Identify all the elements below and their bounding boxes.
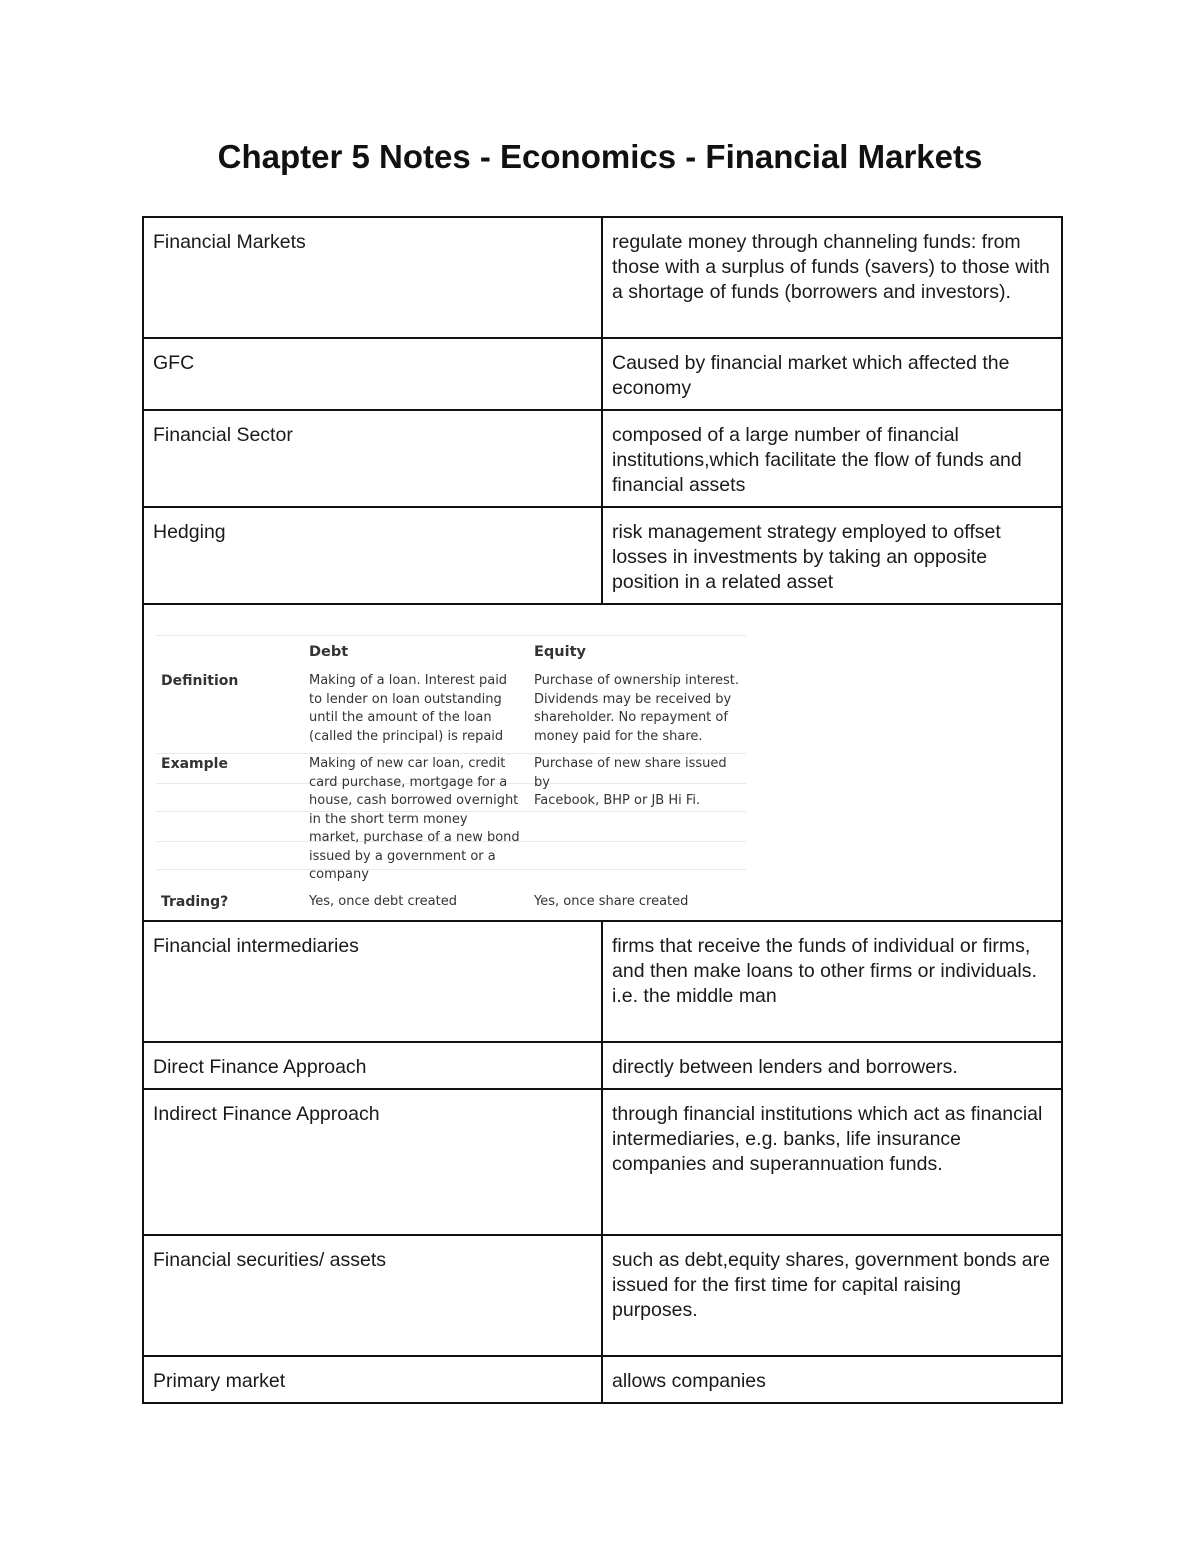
definition-equity-text [534, 672, 739, 746]
table-row [143, 1089, 1062, 1235]
definition-cell: firms that receive the funds of individual or firms, and then make loans to other firms or individuals. i.e. the middle man [602, 921, 1062, 1042]
text-line: Dividends may be received by [534, 691, 732, 707]
trading-equity-text: Yes, once share created [534, 894, 689, 909]
trading-row-label: Trading? [161, 894, 229, 910]
text-line: shareholder. No repayment of [534, 710, 728, 725]
text-line: Making of a loan. Interest paid [309, 673, 508, 688]
definition-cell: risk management strategy employed to offset losses in investments by taking an opposite position in a related asset [602, 507, 1062, 604]
definition-row-label: Definition [161, 673, 239, 689]
table-row [143, 1235, 1062, 1356]
term-cell: Primary market [143, 1356, 602, 1403]
debt-equity-comparison-image [156, 635, 746, 917]
table-row [143, 1042, 1062, 1089]
term-cell: GFC [143, 338, 602, 410]
table-row [143, 604, 1062, 921]
table-row [143, 1356, 1062, 1403]
text-line: until the amount of the loan [309, 710, 492, 725]
text-line: Purchase of new share issued by [534, 756, 727, 790]
text-line: company [309, 867, 369, 882]
definition-cell: through financial institutions which act as financial intermediaries, e.g. banks, life insurance companies and superannuation funds. [602, 1089, 1062, 1235]
table-row [143, 921, 1062, 1042]
text-line: Making of new car loan, credit [309, 756, 506, 771]
text-line: card purchase, mortgage for a [309, 774, 508, 790]
text-line: (called the principal) is repaid [309, 728, 504, 744]
text-line: to lender on loan outstanding [309, 691, 502, 707]
text-line: market, purchase of a new bond [309, 830, 520, 845]
definition-cell: Caused by financial market which affected the economy [602, 338, 1062, 410]
term-cell: Financial Sector [143, 410, 602, 507]
definition-cell: allows companies [602, 1356, 1062, 1403]
term-cell: Financial intermediaries [143, 921, 602, 1042]
term-cell: Direct Finance Approach [143, 1042, 602, 1089]
document-title: Chapter 5 Notes - Economics - Financial Markets [217, 138, 983, 175]
term-cell: Financial Markets [143, 217, 602, 338]
text-line: in the short term money [309, 811, 468, 827]
definition-cell: directly between lenders and borrowers. [602, 1042, 1062, 1089]
term-cell: Financial securities/ assets [143, 1235, 602, 1356]
example-debt-text [309, 755, 520, 885]
equity-column-header: Equity [534, 644, 586, 660]
trading-debt-text: Yes, once debt created [309, 894, 457, 909]
definition-cell: composed of a large number of financial institutions,which facilitate the flow of funds and financial assets [602, 410, 1062, 507]
table-row [143, 217, 1062, 338]
debt-equity-image-cell [143, 604, 1062, 921]
table-row [143, 410, 1062, 507]
table-row [143, 507, 1062, 604]
definition-cell: such as debt,equity shares, government bonds are issued for the first time for capital raising purposes. [602, 1235, 1062, 1356]
table-row [143, 338, 1062, 410]
text-line: house, cash borrowed overnight [309, 793, 519, 808]
term-cell: Indirect Finance Approach [143, 1089, 602, 1235]
definition-cell: regulate money through channeling funds: from those with a surplus of funds (savers) to those with a shortage of funds (borrowers and investors). [602, 217, 1062, 338]
example-equity-text [534, 755, 746, 811]
example-row-label: Example [161, 756, 228, 772]
definition-debt-text [309, 672, 507, 746]
text-line: Facebook, BHP or JB Hi Fi. [534, 793, 701, 808]
debt-column-header: Debt [309, 644, 349, 660]
term-cell: Hedging [143, 507, 602, 604]
notes-table [142, 216, 1063, 1404]
text-line: Purchase of ownership interest. [534, 673, 740, 688]
text-line: issued by a government or a [309, 848, 496, 864]
text-line: money paid for the share. [534, 728, 703, 744]
